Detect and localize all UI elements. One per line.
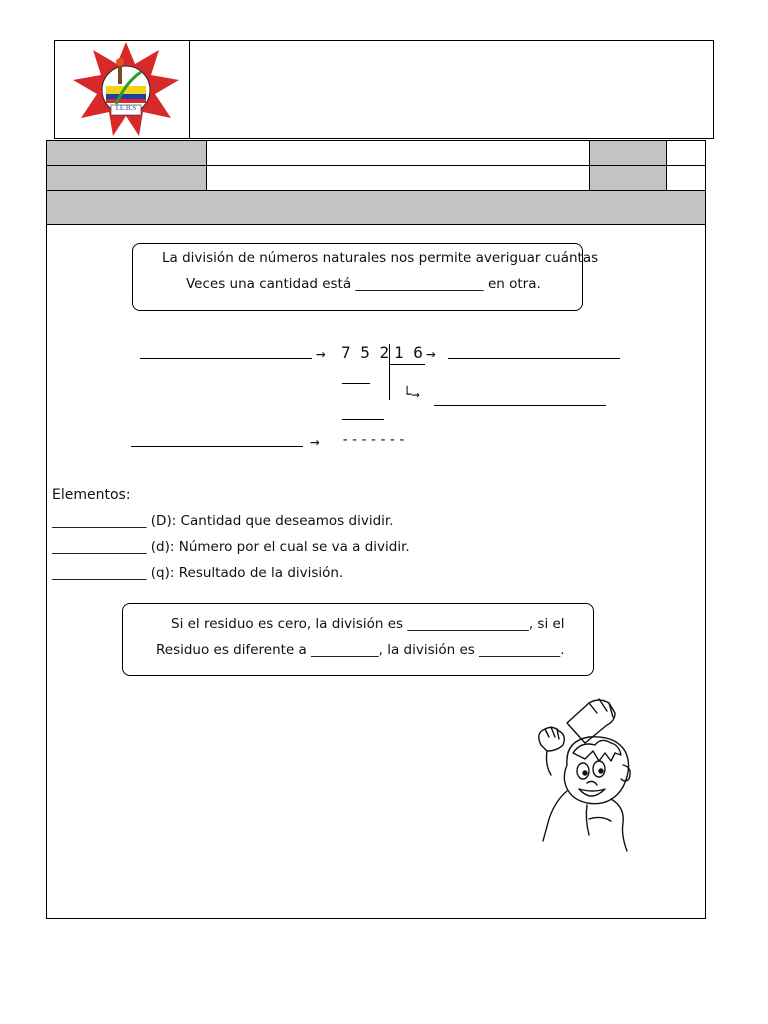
- subtraction-line-1: [342, 383, 370, 384]
- info-row-2-field: [206, 166, 590, 190]
- header-box: [54, 40, 714, 139]
- division-bracket-horizontal: [389, 364, 425, 365]
- division-bracket-vertical: [389, 344, 390, 400]
- section-bar: [46, 190, 706, 225]
- definition-line-2: Veces una cantidad está ___________________ en otra.: [186, 276, 541, 292]
- dividend-number: 7 5 2: [341, 343, 390, 362]
- definition-line-1: La división de números naturales nos permite averiguar cuántas: [162, 250, 599, 266]
- divisor-arrow: →: [426, 344, 436, 363]
- element-item-quotient: ______________ (q): Resultado de la división.: [52, 565, 344, 581]
- residue-line-1: Si el residuo es cero, la división es __________________, si el: [171, 616, 565, 632]
- dividend-label-blank: [140, 358, 312, 359]
- info-row-1: [46, 140, 706, 166]
- info-row-2: [46, 165, 706, 191]
- info-row-2-label-2: [590, 166, 667, 190]
- element-item-divisor: ______________ (d): Número por el cual se va a dividir.: [52, 539, 410, 555]
- divisor-label-blank: [448, 358, 620, 359]
- residue-label-blank: [131, 446, 303, 447]
- info-row-1-label-2: [590, 141, 667, 165]
- residue-arrow: →: [310, 432, 320, 451]
- info-row-1-label: [47, 141, 207, 165]
- logo-cell: [55, 41, 190, 138]
- residue-callout: [122, 603, 594, 676]
- element-item-dividend: ______________ (D): Cantidad que deseamos dividir.: [52, 513, 394, 529]
- quotient-arrow: └→: [403, 387, 420, 403]
- logo-text: I.E.B.S: [115, 104, 137, 112]
- residue-line-2: Residuo es diferente a __________, la división es ____________.: [156, 642, 565, 658]
- elements-heading: Elementos:: [52, 487, 131, 503]
- info-row-1-field: [206, 141, 590, 165]
- residue-dashes: -------: [341, 432, 408, 448]
- info-row-2-label: [47, 166, 207, 190]
- quotient-label-blank: [434, 405, 606, 406]
- subtraction-line-2: [342, 419, 384, 420]
- boy-with-torch-icon: [527, 695, 637, 855]
- school-logo-icon: [71, 42, 181, 137]
- divisor-number: 1 6: [394, 343, 423, 362]
- dividend-arrow: →: [316, 344, 326, 363]
